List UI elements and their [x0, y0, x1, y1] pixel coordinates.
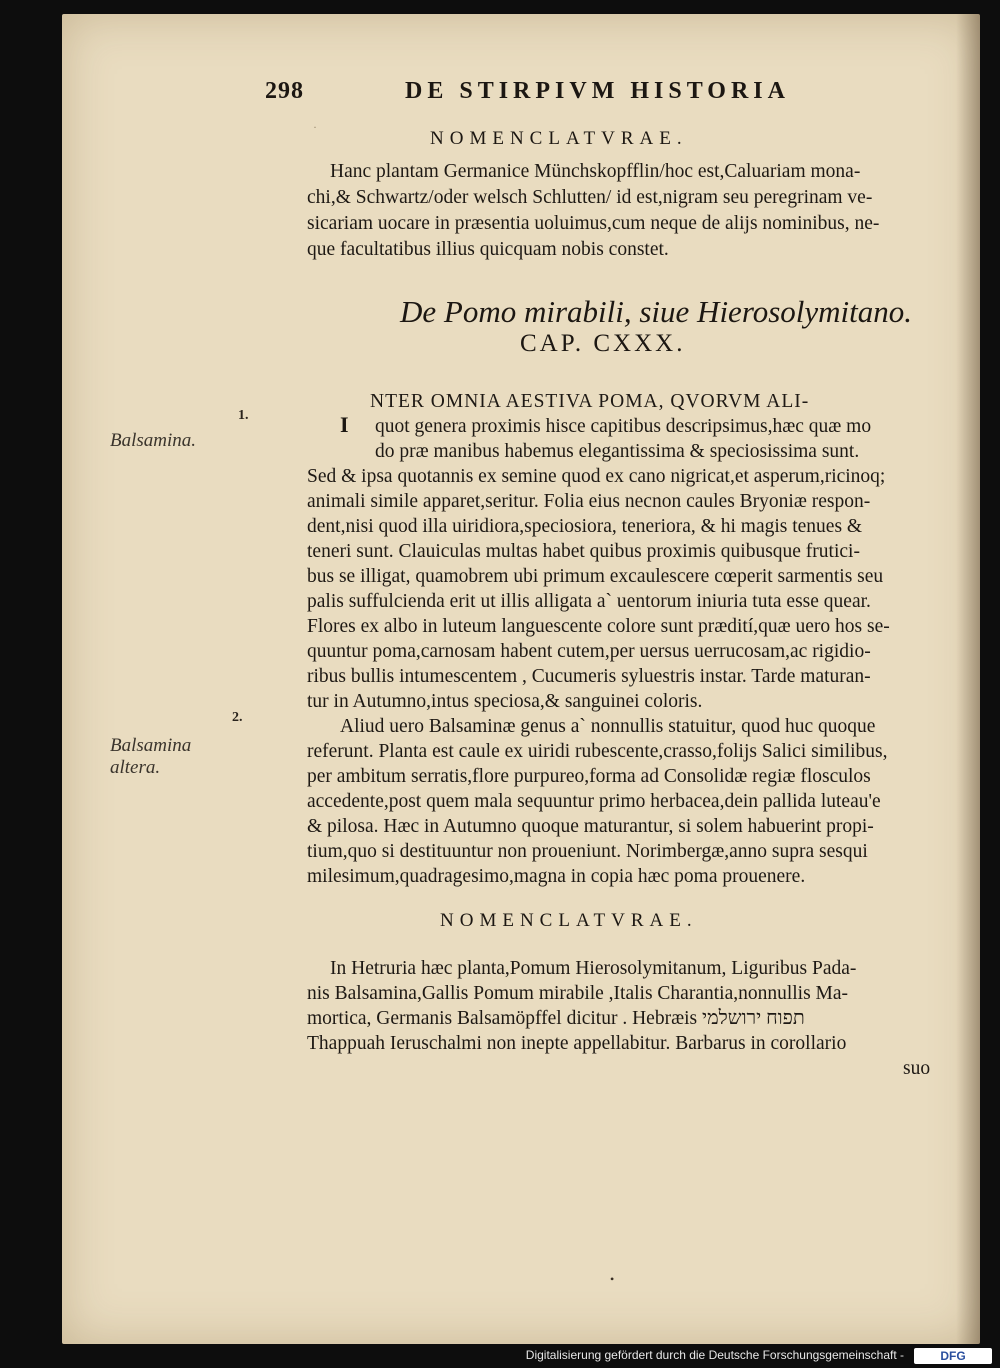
text-line: tium,quo si destituuntur non proueniunt. Norimbergæ,anno supra sesqui — [307, 841, 868, 862]
page-header — [265, 78, 845, 112]
dfg-logo: DFG — [914, 1348, 992, 1364]
text-line: Flores ex albo in luteum languescente colore sunt prædití,quæ uero hos se- — [307, 616, 890, 637]
digitization-credit: Digitalisierung gefördert durch die Deutsche Forschungsgemeinschaft - — [525, 1348, 904, 1362]
section-heading-nomenclature-1: NOMENCLATVRAE. — [430, 128, 688, 149]
text-line: ribus bullis intumescentem , Cucumeris syluestris instar. Tarde maturan- — [307, 666, 871, 687]
margin-note-number: 1. — [238, 408, 249, 423]
page-number: 298 — [265, 78, 304, 104]
text-line: In Hetruria hæc planta,Pomum Hierosolymitanum, Liguribus Pada- — [330, 958, 857, 979]
chapter-number: CAP. CXXX. — [520, 330, 686, 357]
text-line: Hanc plantam Germanice Münchskopfflin/hoc est,Caluariam mona- — [330, 161, 861, 182]
section-heading-nomenclature-2: NOMENCLATVRAE. — [440, 910, 698, 931]
text-line: quot genera proximis hisce capitibus descripsimus,hæc quæ mo — [375, 416, 872, 437]
text-line: Aliud uero Balsaminæ genus a` nonnullis statuitur, quod huc quoque — [340, 716, 876, 737]
running-title: DE STIRPIVM HISTORIA — [405, 78, 790, 104]
text-line: Thappuah Ieruschalmi non inepte appellabitur. Barbarus in corollario — [307, 1033, 847, 1054]
text-line: animali simile apparet,seritur. Folia eius necnon caules Bryoniæ respon- — [307, 491, 871, 512]
margin-note: Balsamina altera. — [110, 735, 192, 778]
chapter-title: De Pomo mirabili, siue Hierosolymitano. — [400, 294, 913, 329]
text-line: Sed & ipsa quotannis ex semine quod ex cano nigricat,et asperum,ricinoq; — [307, 466, 886, 487]
text-line: referunt. Planta est caule ex uiridi rubescente,crasso,folijs Salici similibus, — [307, 741, 888, 762]
text-line: do præ manibus habemus elegantissima & speciosissima sunt. — [375, 441, 860, 462]
text-line: bus se illigat, quamobrem ubi primum excaulescere cœperit sarmentis seu — [307, 566, 884, 587]
paper-speck: · — [313, 120, 317, 134]
text-line: quuntur poma,carnosam habent cutem,per uersus uerrucosam,ac rigidio- — [307, 641, 871, 662]
text-line: NTER OMNIA AESTIVA POMA, QVORVM ALI- — [370, 391, 810, 412]
text-line: chi,& Schwartz/oder welsch Schlutten/ id est,nigram seu peregrinam ve- — [307, 187, 873, 208]
drop-initial: I — [340, 412, 349, 437]
text-line: tur in Autumno,intus speciosa,& sanguinei coloris. — [307, 691, 703, 712]
text-line: que facultatibus illius quicquam nobis constet. — [307, 239, 669, 260]
margin-note-number: 2. — [232, 710, 243, 725]
text-line: teneri sunt. Clauiculas multas habet quibus proximis quibusque frutici- — [307, 541, 860, 562]
text-line: accedente,post quem mala sequuntur primo herbacea,dein pallida luteau'e — [307, 791, 881, 812]
text-line: mortica, Germanis Balsamöpffel dicitur . Hebræis תפוח ירושלמי — [307, 1008, 805, 1029]
text-line: sicariam uocare in præsentia uoluimus,cum neque de alijs nominibus, ne- — [307, 213, 880, 234]
text-line: dent,nisi quod illa uiridiora,speciosiora, teneriora, & hi magis tenues & — [307, 516, 863, 537]
margin-note: Balsamina. — [110, 430, 197, 451]
text-line: & pilosa. Hæc in Autumno quoque maturantur, si solem habuerint propi- — [307, 816, 874, 837]
text-line: milesimum,quadragesimo,magna in copia hæc poma prouenere. — [307, 866, 806, 887]
catchword: suo — [903, 1058, 931, 1079]
text-line: nis Balsamina,Gallis Pomum mirabile ,Italis Charantia,nonnullis Ma- — [307, 983, 849, 1004]
text-line: per ambitum serratis,flore purpureo,forma ad Consolidæ regiæ flosculos — [307, 766, 871, 787]
page-spine-shadow — [956, 14, 980, 1344]
paper-speck: • — [610, 1272, 615, 1286]
text-line: palis suffulcienda erit ut illis alligata a` uentorum iniuria tuta esse quear. — [307, 591, 871, 612]
